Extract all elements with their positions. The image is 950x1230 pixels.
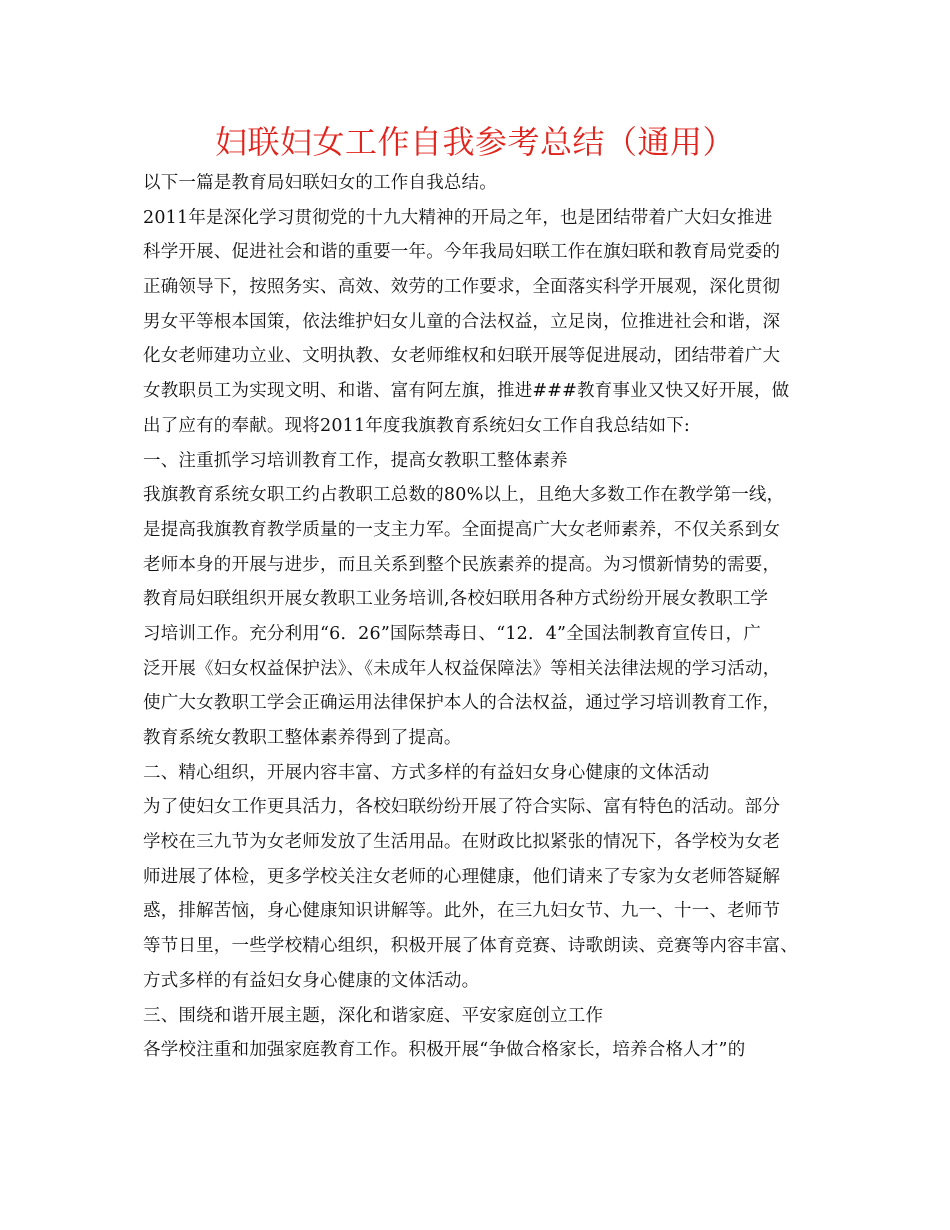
text-line: 出了应有的奉献。现将2011年度我旗教育系统妇女工作自我总结如下: (143, 415, 691, 436)
section-heading: 三、围绕和谐开展主题，深化和谐家庭、平安家庭创立工作 (143, 1005, 604, 1026)
section-heading: 一、注重抓学习培训教育工作，提高女教职工整体素养 (143, 450, 568, 471)
document-body (143, 166, 823, 1068)
document-title: 妇联妇女工作自我参考总结（通用） (214, 123, 735, 161)
text-line: 方式多样的有益妇女身心健康的文体活动。 (143, 970, 480, 991)
text-line: 泛开展《妇女权益保护法》、《未成年人权益保障法》等相关法律法规的学习活动， (143, 658, 781, 679)
text-line: 习培训工作。充分利用“6．26”国际禁毒日、“12．4”全国法制教育宣传日，广 (143, 623, 761, 644)
text-line: 我旗教育系统女职工约占教职工总数的80%以上，且绝大多数工作在教学第一线， (143, 485, 785, 506)
text-line: 男女平等根本国策，依法维护妇女儿童的合法权益，立足岗，位推进社会和谐，深 (143, 311, 781, 332)
text-line: 使广大女教职工学会正确运用法律保护本人的合法权益，通过学习培训教育工作， (143, 693, 781, 714)
text-line: 师进展了体检，更多学校关注女老师的心理健康，他们请来了专家为女老师答疑解 (143, 866, 781, 887)
section-heading: 二、精心组织，开展内容丰富、方式多样的有益妇女身心健康的文体活动 (143, 762, 710, 783)
text-line: 以下一篇是教育局妇联妇女的工作自我总结。 (143, 173, 497, 193)
text-line: 是提高我旗教育教学质量的一支主力军。全面提高广大女老师素养，不仅关系到女 (143, 519, 781, 540)
text-line: 2011年是深化学习贯彻党的十九大精神的开局之年，也是团结带着广大妇女推进 (143, 207, 773, 228)
text-line: 等节日里，一些学校精心组织，积极开展了体育竞赛、诗歌朗读、竞赛等内容丰富、 (143, 936, 798, 957)
text-line: 学校在三九节为女老师发放了生活用品。在财政比拟紧张的情况下，各学校为女老 (143, 832, 781, 853)
text-line: 老师本身的开展与进步，而且关系到整个民族素养的提高。为习惯新情势的需要， (143, 554, 781, 575)
text-line: 教育系统女教职工整体素养得到了提高。 (143, 728, 462, 748)
text-line: 各学校注重和加强家庭教育工作。积极开展“争做合格家长，培养合格人才”的 (143, 1040, 746, 1061)
text-line: 教育局妇联组织开展女教职工业务培训,各校妇联用各种方式纷纷开展女教职工学 (143, 589, 769, 610)
text-line: 为了使妇女工作更具活力，各校妇联纷纷开展了符合实际、富有特色的活动。部分 (143, 797, 781, 818)
text-line: 正确领导下，按照务实、高效、效劳的工作要求，全面落实科学开展观，深化贯彻 (143, 277, 781, 298)
text-line: 科学开展、促进社会和谐的重要一年。今年我局妇联工作在旗妇联和教育局党委的 (143, 242, 781, 263)
text-line: 化女老师建功立业、文明执教、女老师维权和妇联开展等促进展动，团结带着广大 (143, 346, 781, 367)
text-line: 女教职员工为实现文明、和谐、富有阿左旗，推进###教育事业又快又好开展，做 (143, 381, 790, 402)
text-line: 惑，排解苦恼，身心健康知识讲解等。此外，在三九妇女节、九一、十一、老师节 (143, 901, 781, 922)
